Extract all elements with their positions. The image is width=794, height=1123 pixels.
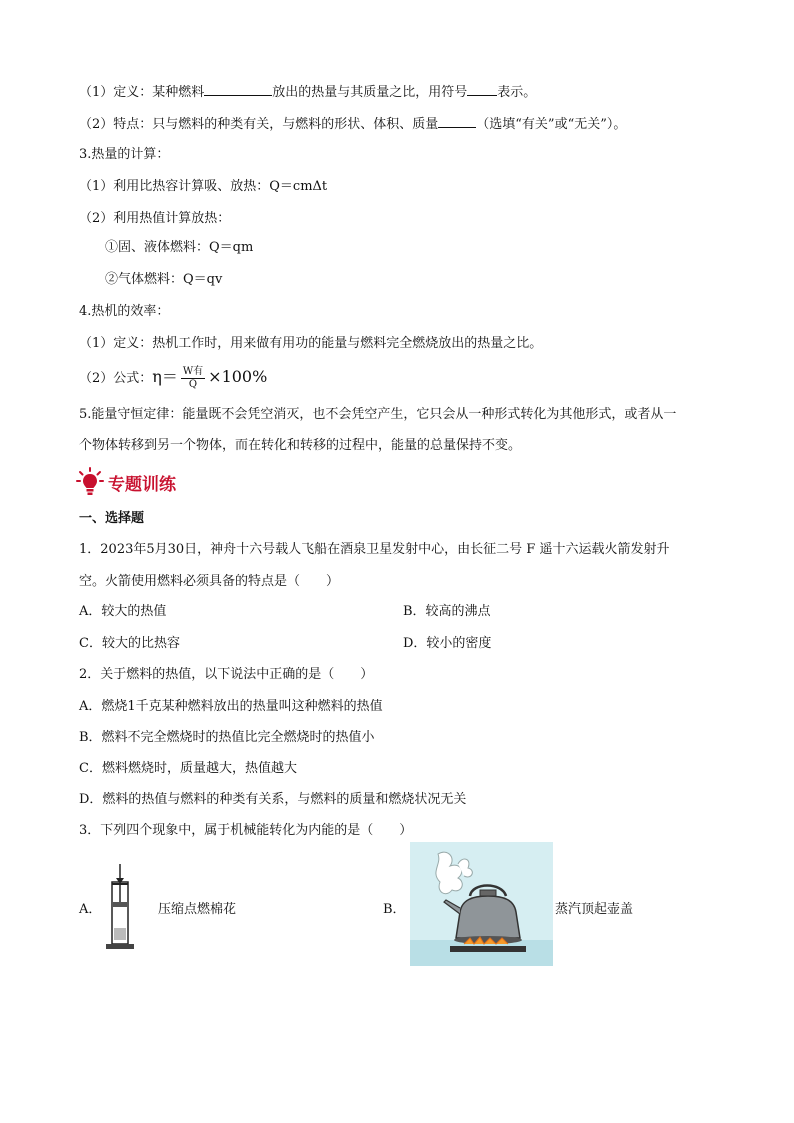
answer-blank-1[interactable] [204, 82, 272, 96]
section3-item2: （2）利用热值计算放热： [79, 211, 231, 226]
q2-option-c[interactable]: C．燃料燃烧时，质量越大，热值越大 [79, 761, 297, 776]
section3-title: 3.热量的计算： [79, 147, 170, 162]
training-heading [76, 467, 176, 497]
training-title: 专题训练 [108, 474, 176, 495]
q1-option-a[interactable]: A．较大的热值 [79, 604, 167, 619]
section3-item2a: ①固、液体燃料：Q＝qm [105, 240, 254, 255]
q3-option-a-text: 压缩点燃棉花 [158, 902, 237, 917]
heat-value-feature: （2）特点：只与燃料的种类有关，与燃料的形状、体积、质量 （选填“有关”或“无关”）。 [79, 114, 626, 134]
heat-value-definition: （1）定义：某种燃料 放出的热量与其质量之比，用符号 表示。 [79, 82, 536, 102]
answer-blank-3[interactable] [438, 114, 476, 128]
section5-line1: 5.能量守恒定律：能量既不会凭空消灭，也不会凭空产生，它只会从一种形式转化为其他形式，或者从一 [79, 407, 677, 422]
section4-title: 4.热机的效率： [79, 304, 170, 319]
boiling-kettle-figure [410, 842, 553, 966]
q2-option-a[interactable]: A．燃烧1千克某种燃料放出的热量叫这种燃料的热值 [79, 699, 383, 714]
compression-cylinder-figure [100, 862, 140, 952]
section4-def: （1）定义：热机工作时，用来做有用功的能量与燃料完全燃烧放出的热量之比。 [79, 336, 543, 351]
q3-option-b-label[interactable]: B． [383, 902, 406, 917]
q3-option-b-text: 蒸汽顶起壶盖 [555, 902, 634, 917]
q3-stem: 3．下列四个现象中，属于机械能转化为内能的是（ ） [79, 823, 413, 838]
q3-option-a-label[interactable]: A． [79, 902, 102, 917]
section3-item1: （1）利用比热容计算吸、放热：Q＝cmΔt [79, 179, 328, 194]
lightbulb-icon [76, 467, 104, 497]
section5-line2: 个物体转移到另一个物体，而在转化和转移的过程中，能量的总量保持不变。 [79, 438, 522, 453]
q1-stem-line2: 空。火箭使用燃料必须具备的特点是（ ） [79, 574, 340, 589]
q2-option-d[interactable]: D．燃料的热值与燃料的种类有关系，与燃料的质量和燃烧状况无关 [79, 792, 467, 807]
q1-option-c[interactable]: C．较大的比热容 [79, 636, 180, 651]
efficiency-formula: （2）公式：η＝ $\frac{\text{W有}}{Q}$ ×100% [79, 366, 268, 390]
section3-item2b: ②气体燃料：Q＝qv [105, 272, 223, 287]
q2-option-b[interactable]: B．燃料不完全燃烧时的热值比完全燃烧时的热值小 [79, 730, 375, 745]
answer-blank-2[interactable] [467, 82, 497, 96]
q2-stem: 2．关于燃料的热值，以下说法中正确的是（ ） [79, 667, 374, 682]
formula-fraction: $\frac{\text{W有}}{Q}$ [182, 366, 204, 390]
part1-title: 一、选择题 [79, 511, 145, 526]
q1-option-d[interactable]: D．较小的密度 [403, 636, 492, 651]
q1-stem-line1: 1．2023年5月30日，神舟十六号载人飞船在酒泉卫星发射中心，由长征二号 F 遥十六运载火箭发射升 [79, 542, 670, 557]
q1-option-b[interactable]: B．较高的沸点 [403, 604, 491, 619]
